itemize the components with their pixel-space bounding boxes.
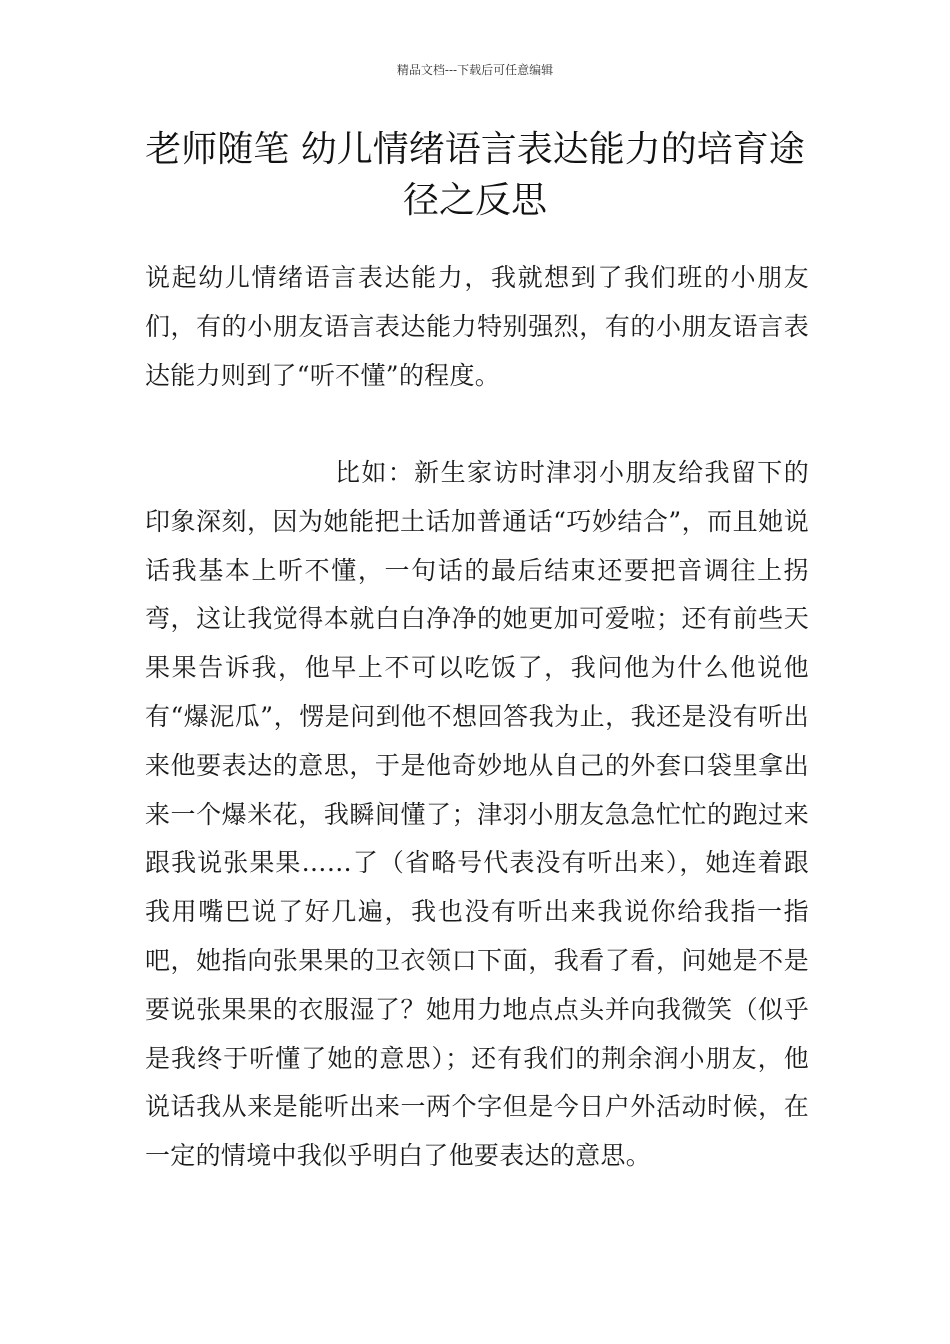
paragraph-intro: 说起幼儿情绪语言表达能力，我就想到了我们班的小朋友们，有的小朋友语言表达能力特别强烈，有的小朋友语言表达能力则到了“听不懂”的程度。 xyxy=(145,263,809,390)
paragraph-examples: 比如：新生家访时津羽小朋友给我留下的印象深刻，因为她能把土话加普通话“巧妙结合”，而且她说话我基本上听不懂，一句话的最后结束还要把音调往上拐弯，这让我觉得本就白白净净的她更加可爱啦；还有前些天果果告诉我，他早上不可以吃饭了，我问他为什么他说他有“爆泥瓜”，愣是问到他不想回答我为止，我还是没有听出来他要表达的意思，于是他奇妙地从自己的外套口袋里拿出来一个爆米花，我瞬间懂了；津羽小朋友急急忙忙的跑过来跟我说张果果……了（省略号代表没有听出来），她连着跟我用嘴巴说了好几遍，我也没有听出来我说你给我指一指吧，她指向张果果的卫衣领口下面，我看了看，问她是不是要说张果果的衣服湿了？她用力地点点头并向我微笑（似乎是我终于听懂了她的意思）；还有我们的荆余润小朋友，他说话我从来是能听出来一两个字但是今日户外活动时候，在一定的情境中我似乎明白了他要表达的意思。 xyxy=(145,458,809,1171)
header-note: 精品文档---下载后可任意编辑 xyxy=(396,63,554,77)
document-title: 老师随笔 幼儿情绪语言表达能力的培育途径之反思 xyxy=(145,129,805,221)
